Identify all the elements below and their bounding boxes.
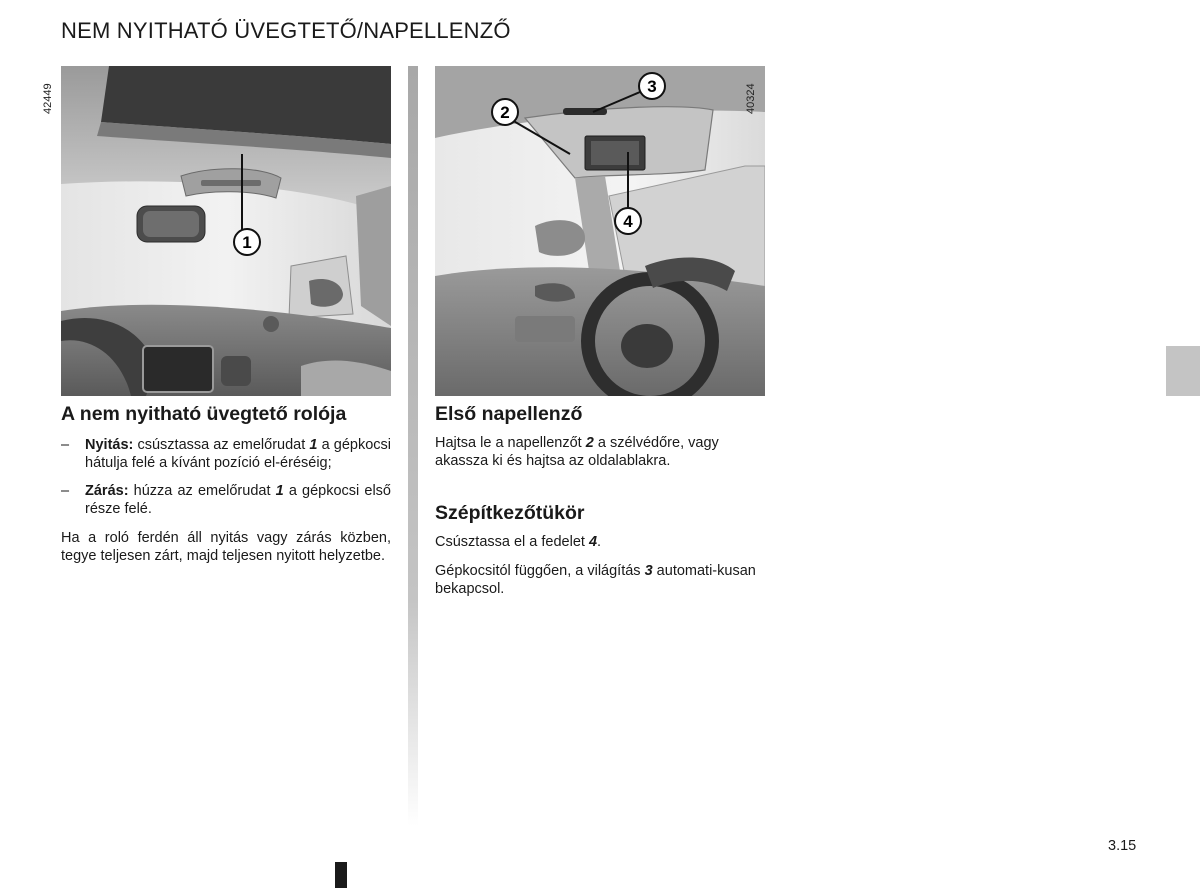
bullet-label: Nyitás: xyxy=(85,437,134,453)
bullet-text-part: húzza az emelőrudat xyxy=(128,483,276,499)
bullet-text xyxy=(85,436,391,472)
sun-visor-heading: Első napellenző xyxy=(435,403,583,425)
reference-number: 2 xyxy=(585,435,594,451)
callout-1-label: 1 xyxy=(242,233,252,252)
bullet-opening xyxy=(61,436,391,472)
callout-3-label: 3 xyxy=(647,77,657,96)
text-part: Hajtsa le a napellenzőt xyxy=(435,435,586,451)
text-part: a szélvédőre, vagy akassza ki és hajtsa az oldalablakra. xyxy=(435,435,719,469)
figure-ref-right: 40324 xyxy=(745,83,757,114)
reference-number: 1 xyxy=(275,483,284,499)
sun-visor-drawing xyxy=(435,66,765,396)
bullet-dash: – xyxy=(61,483,70,499)
sunroof-drawing xyxy=(61,66,391,396)
callout-4-label: 4 xyxy=(623,212,633,231)
bullet-text-part: csúsztassa az emelőrudat xyxy=(133,437,310,453)
text-part: automati-kusan bekapcsol. xyxy=(435,563,756,597)
tilted-blind-paragraph: Ha a roló ferdén áll nyitás vagy zárás közben, tegye teljesen zárt, majd teljesen nyitott helyzetbe. xyxy=(61,530,391,564)
figure-ref-left: 42449 xyxy=(42,83,54,114)
bullet-text-part: a gépkocsi hátulja felé a kívánt pozíció el-éréséig; xyxy=(85,437,391,471)
footer-mark xyxy=(335,862,347,888)
page-number: 3.15 xyxy=(1108,838,1137,854)
bullet-label: Zárás: xyxy=(85,483,129,499)
lighting-paragraph xyxy=(435,562,765,598)
right-column xyxy=(435,402,765,598)
reference-number: 4 xyxy=(588,534,598,550)
bullet-closing xyxy=(61,482,391,518)
vanity-mirror-heading: Szépítkezőtükör xyxy=(435,502,585,524)
bullet-dash: – xyxy=(61,437,70,453)
sun-visor-illustration xyxy=(435,66,765,396)
callout-2-label: 2 xyxy=(500,103,510,122)
bullet-text xyxy=(85,482,391,518)
bullet-text-part: a gépkocsi első része felé. xyxy=(85,483,391,517)
sun-visor-paragraph xyxy=(435,434,765,470)
reference-number: 3 xyxy=(644,563,653,579)
chapter-side-tab xyxy=(1166,346,1200,396)
left-column xyxy=(61,402,391,565)
sunroof-illustration xyxy=(61,66,391,396)
column-divider xyxy=(408,66,418,826)
text-part: Csúsztassa el a fedelet xyxy=(435,534,589,550)
reference-number: 1 xyxy=(309,437,318,453)
text-part: . xyxy=(597,534,602,550)
vanity-mirror-paragraph xyxy=(435,533,765,551)
text-part: Gépkocsitól függően, a világítás xyxy=(435,563,645,579)
sunroof-blind-heading: A nem nyitható üvegtető rolója xyxy=(61,403,347,425)
page-title: NEM NYITHATÓ ÜVEGTETŐ/NAPELLENZŐ xyxy=(61,18,511,43)
